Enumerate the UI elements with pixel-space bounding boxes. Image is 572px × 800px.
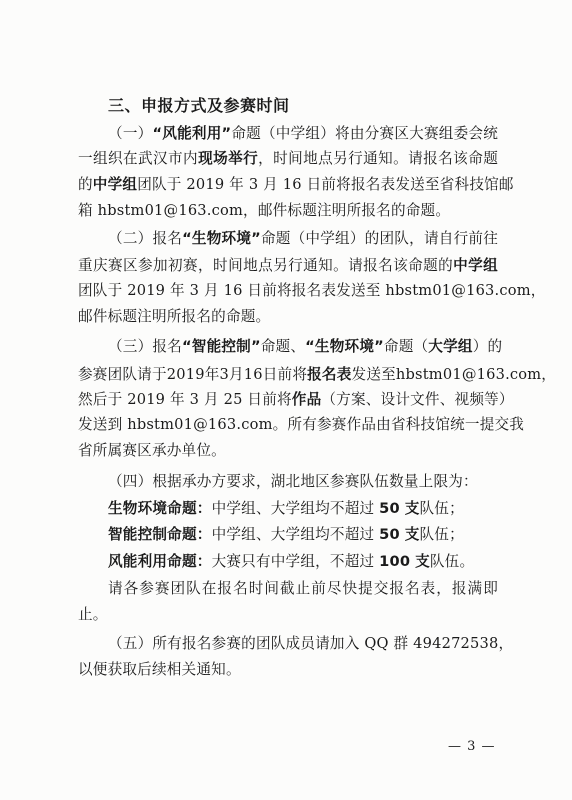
topic-bio: “生物环境”	[305, 338, 384, 355]
p3-line-2: 参赛团队请于2019年3月16日前将报名表发送至hbstm01@163.com，	[78, 366, 557, 383]
onsite-emphasis: 现场举行	[198, 150, 259, 167]
p2-line-4: 邮件标题注明所报名的命题。	[78, 308, 271, 325]
limit-item-bio: 生物环境命题：中学组、大学组均不超过 50 支队伍；	[108, 500, 464, 517]
p2-line-1: （二）报名“生物环境”命题（中学组）的团队，请自行前往	[108, 230, 498, 247]
p1-line-2: 一组织在武汉市内现场举行，时间地点另行通知。请报名该命题	[78, 150, 498, 167]
topic-wind: “风能利用”	[152, 125, 232, 142]
p2-line-2: 重庆赛区参加初赛，时间地点另行通知。请报名该命题的中学组	[78, 257, 498, 274]
section-heading: 三、申报方式及参赛时间	[108, 96, 290, 115]
p4-note-line-1: 请各参赛团队在报名时间截止前尽快提交报名表，报满即	[108, 580, 498, 597]
middle-school-emphasis: 中学组	[453, 257, 498, 274]
page-number: — 3 —	[448, 739, 496, 754]
topic-smart: “智能控制”	[181, 338, 261, 355]
p3-line-5: 省所属赛区承办单位。	[78, 442, 226, 459]
p4-intro: （四）根据承办方要求，湖北地区参赛队伍数量上限为：	[108, 473, 478, 490]
p2-line-3: 团队于 2019 年 3 月 16 日前将报名表发送至 hbstm01@163.com，	[78, 282, 546, 299]
p1-line-1: （一）“风能利用”命题（中学组）将由分赛区大赛组委会统	[108, 125, 498, 142]
p5-line-1: （五）所有报名参赛的团队成员请加入 QQ 群 494272538，	[108, 635, 514, 652]
p1-line-3: 的中学组团队于 2019 年 3 月 16 日前将报名表发送至省科技馆邮	[78, 176, 514, 193]
middle-school-emphasis: 中学组	[92, 176, 138, 193]
limit-item-wind: 风能利用命题：大赛只有中学组，不超过 100 支队伍。	[108, 553, 475, 570]
p3-line-4: 发送到 hbstm01@163.com。所有参赛作品由省科技馆统一提交我	[78, 416, 525, 433]
p3-line-3: 然后于 2019 年 3 月 25 日前将作品（方案、设计文件、视频等）	[78, 391, 514, 408]
limit-item-smart: 智能控制命题：中学组、大学组均不超过 50 支队伍；	[108, 526, 464, 543]
p3-line-1: （三）报名“智能控制”命题、“生物环境”命题（大学组）的	[108, 338, 503, 355]
university-emphasis: 大学组	[428, 338, 473, 355]
p1-line-4: 箱 hbstm01@163.com，邮件标题注明所报名的命题。	[78, 202, 451, 219]
p5-line-2: 以便获取后续相关通知。	[78, 661, 241, 678]
topic-bio: “生物环境”	[182, 230, 261, 247]
works-emphasis: 作品	[291, 391, 322, 408]
form-emphasis: 报名表	[307, 366, 352, 383]
p4-note-line-2: 止。	[78, 606, 108, 623]
